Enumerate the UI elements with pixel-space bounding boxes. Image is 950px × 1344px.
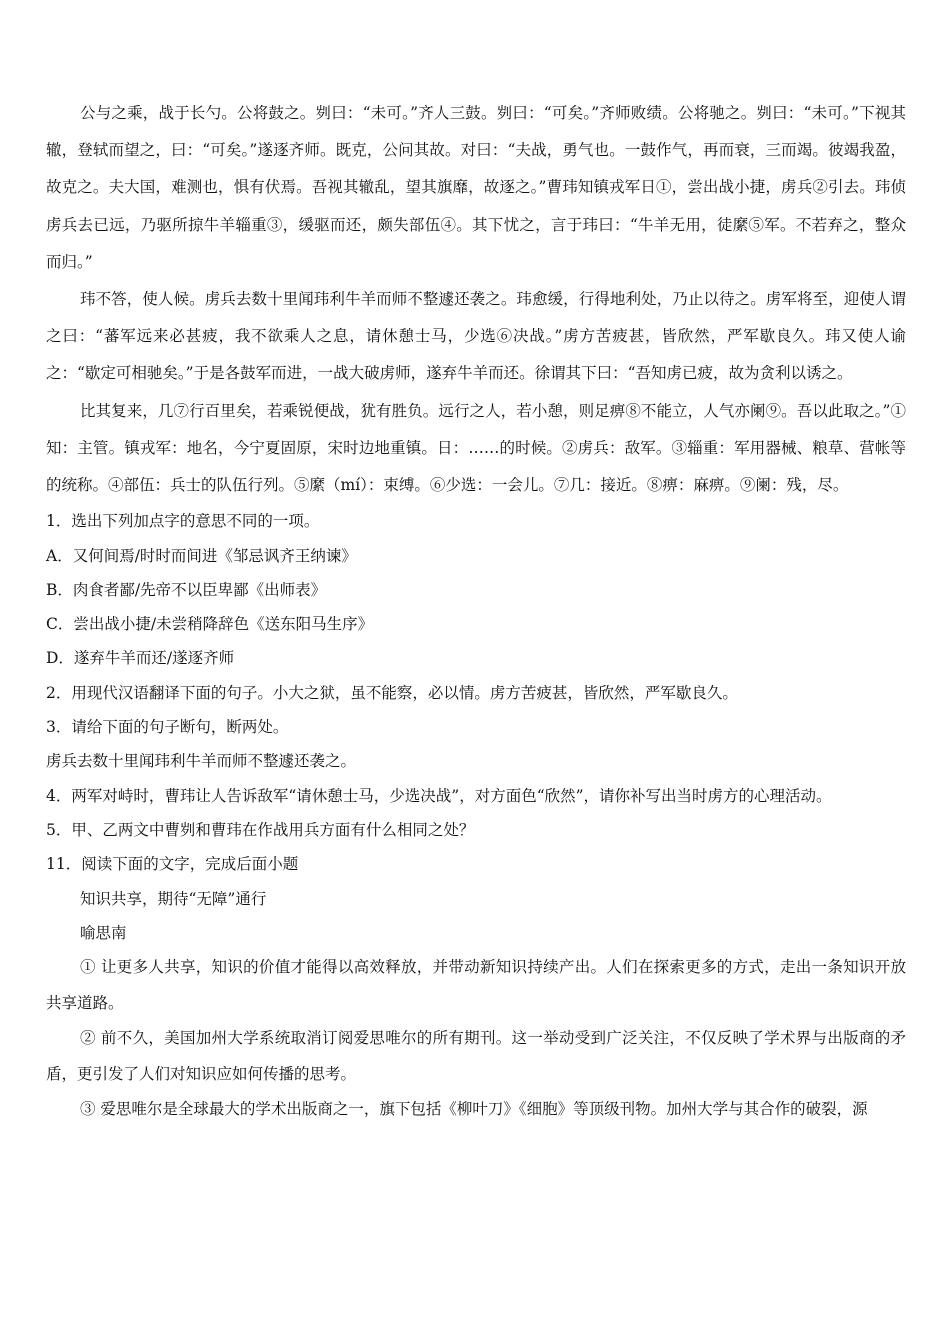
question-1-option-d: D．遂弃牛羊而还/遂逐齐师 [46, 649, 235, 668]
question-5: 5．甲、乙两文中曹刿和曹玮在作战用兵方面有什么相同之处？ [46, 820, 475, 839]
section-11-heading: 11．阅读下面的文字，完成后面小题 [46, 855, 299, 874]
question-1: 1．选出下列加点字的意思不同的一项。 [46, 512, 320, 531]
article-paragraph-3: ③ 爱思唯尔是全球最大的学术出版商之一，旗下包括《柳叶刀》《细胞》等顶级刊物。加州大学与其合作的破裂，源 [80, 1100, 868, 1119]
question-3: 3．请给下面的句子断句，断两处。 [46, 718, 289, 737]
question-1-option-a: A．又何间焉/时时而间进《邹忌讽齐王纳谏》 [46, 546, 357, 565]
question-1-option-b: B．肉食者鄙/先帝不以臣卑鄙《出师表》 [46, 580, 327, 599]
article-paragraph-1: ① 让更多人共享，知识的价值才能得以高效释放，并带动新知识持续产出。人们在探索更多的方式，走出一条知识开放共享道路。 [46, 958, 906, 1012]
article-author: 喻思南 [80, 923, 127, 942]
passage-paragraph-3: 比其复来，几⑦行百里矣，若乘锐便战，犹有胜负。远行之人，若小憩，则足痹⑧不能立，人气亦阑⑨。吾以此取之。”①知：主管。镇戎军：地名，今宁夏固原，宋时边地重镇。日：……的时候。②虏兵：敌军。③辎重：军用器械、粮草、营帐等的统称。④部伍：兵士的队伍行列。⑤縻（mí）：束缚。⑥少选：一会儿。⑦几：接近。⑧痹：麻痹。⑨阑：残，尽。 [46, 401, 906, 495]
article-title: 知识共享，期待“无障”通行 [80, 889, 267, 908]
question-2: 2．用现代汉语翻译下面的句子。小大之狱，虽不能察，必以情。虏方苦疲甚，皆欣然，严军歇良久。 [46, 683, 738, 702]
passage-paragraph-1: 公与之乘，战于长勺。公将鼓之。刿曰：“未可。”齐人三鼓。刿曰：“可矣。”齐师败绩。公将驰之。刿曰：“未可。”下视其辙，登轼而望之，曰：“可矣。”遂逐齐师。既克，公问其故。对曰：“夫战，勇气也。一鼓作气，再而衰，三而竭。彼竭我盈，故克之。夫大国，难测也，惧有伏焉。吾视其辙乱，望其旗靡，故逐之。”曹玮知镇戎军日①，尝出战小捷，虏兵②引去。玮侦虏兵去已远，乃驱所掠牛羊辎重③，缓驱而还，颇失部伍④。其下忧之，言于玮曰：“牛羊无用，徒縻⑤军。不若弃之，整众而归。” [46, 104, 906, 271]
question-4: 4．两军对峙时，曹玮让人告诉敌军“请休憩士马，少选决战”，对方面色“欣然”，请你补写出当时虏方的心理活动。 [46, 786, 832, 805]
article-paragraph-2: ② 前不久，美国加州大学系统取消订阅爱思唯尔的所有期刊。这一举动受到广泛关注，不仅反映了学术界与出版商的矛盾，更引发了人们对知识应如何传播的思考。 [46, 1029, 906, 1083]
passage-paragraph-2: 玮不答，使人候。虏兵去数十里闻玮利牛羊而师不整遽还袭之。玮愈缓，行得地利处，乃止以待之。虏军将至，迎使人谓之曰：“蕃军远来必甚疲，我不欲乘人之息，请休憩士马，少选⑥决战。”虏方苦疲甚，皆欣然，严军歇良久。玮又使人谕之：“歇定可相驰矣。”于是各鼓军而进，一战大破虏师，遂弃牛羊而还。徐谓其下曰：“吾知虏已疲，故为贪利以诱之。 [46, 290, 906, 383]
question-3-sentence: 虏兵去数十里闻玮利牛羊而师不整遽还袭之。 [46, 752, 357, 771]
question-1-option-c: C．尝出战小捷/未尝稍降辞色《送东阳马生序》 [46, 615, 374, 634]
document-body [46, 95, 906, 1128]
